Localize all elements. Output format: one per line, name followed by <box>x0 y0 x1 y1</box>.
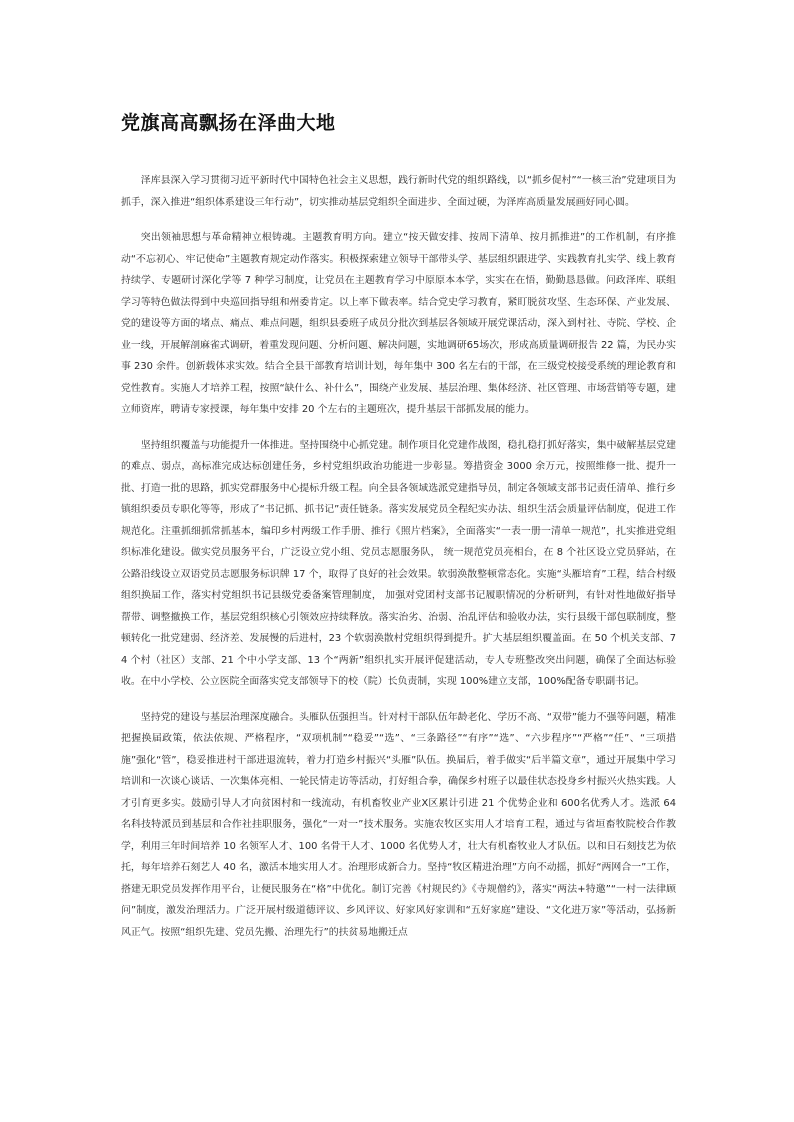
document-body <box>121 170 676 957</box>
document-title: 党旗高高飘扬在泽曲大地 <box>121 112 336 134</box>
paragraph-ideology: 突出领袖思想与革命精神立根铸魂。主题教育明方向。建立“按天做安排、按周下清单、按月抓推进”的工作机制，有序推动“不忘初心、牢记使命”主题教育规定动作落实。积极探索建立领导干部带头学、基层组织跟进学、实践教育扎实学、线上教育持续学、专题研讨深化学等 7 种学习制度，让党员在主题教育学习中原原本本学，实实在在悟，勤勤恳恳做。问政泽库、联组学习等特色做法得到中央巡回指导组和州委肯定。以上率下做表率。结合党史学习教育，紧盯脱贫攻坚、生态环保、产业发展、党的建设等方面的堵点、痛点、难点问题，组织县委班子成员分批次到基层各领域开展党课活动，深入到村社、寺院、学校、企业一线，开展解剖麻雀式调研，着重发现问题、分析问题、解决问题，实地调研65场次，形成高质量调研报告 22 篇，为民办实事 230 余件。创新载体求实效。结合全县干部教育培训计划，每年集中 300 名左右的干部，在三级党校接受系统的理论教育和党性教育。实施人才培养工程，按照“缺什么、补什么”，围绕产业发展、基层治理、集体经济、社区管理、市场营销等专题，建立师资库，聘请专家授课，每年集中安排 20 个左右的主题班次，提升基层干部抓发展的能力。 <box>121 232 676 415</box>
paragraph-organization: 坚持组织覆盖与功能提升一体推进。坚持围绕中心抓党建。制作项目化党建作战图，稳扎稳打抓好落实，集中破解基层党建的难点、弱点，高标准完成达标创建任务，乡村党组织政治功能进一步彰显。筹措资金 3000 余万元，按照维修一批、提升一批、打造一批的思路，抓实党群服务中心提标升级工程。向全县各领域选派党建指导员，制定各领域支部书记责任清单、推行乡镇组织委员专职化等等，形成了“书记抓、抓书记”责任链条。落实发展党员全程纪实办法、组织生活会质量评估制度，促进工作规范化。注重抓细抓常抓基本，编印乡村两级工作手册、推行《照片档案》，全面落实“一表一册一清单一规范”，扎实推进党组织标准化建设。做实党员服务平台，广泛设立党小组、党员志愿服务队， 统一规范党员亮相台，在 8 个社区设立党员驿站，在公路沿线设立双语党员志愿服务标识牌 17 个，取得了良好的社会效果。软弱涣散整顿常态化。实施“头雁培育”工程，结合村级组织换届工作，落实村党组织书记县级党委备案管理制度， 加强对党团村支部书记履职情况的分析研判，有针对性地做好指导帮带、调整撤换工作，基层党组织核心引领效应持续释放。落实治劣、治弱、治乱评估和验收办法，实行县级干部包联制度，整顿转化一批党建弱、经济差、发展慢的后进村，23 个软弱涣散村党组织得到提升。扩大基层组织覆盖面。在 50 个机关支部、74 个村（社区）支部、21 个中小学支部、13 个“两新”组织扎实开展评促建活动，专人专班整改突出问题，确保了全面达标验收。在中小学校、公立医院全面落实党支部领导下的校（院）长负责制，实现 100%建立支部，100%配备专职副书记。 <box>121 439 676 687</box>
paragraph-governance: 坚持党的建设与基层治理深度融合。头雁队伍强担当。针对村干部队伍年龄老化、学历不高、“双带”能力不强等问题，精准把握换届政策，依法依规、严格程序，“双项机制”“稳妥”“选”、“三条路径”“有序”“选”、“六步程序”“严格”“任”、“三项措 施”强化“管”，稳妥推进村干部进退流转，着力打造乡村振兴“头雁”队伍。换届后，着手做实“后半篇文章”，通过开展集中学习培训和一次谈心谈话、一次集体亮相、一轮民情走访等活动，打好组合拳，确保乡村班子以最佳状态投身乡村振兴火热实践。人才引育更多实。鼓励引导人才向贫困村和一线流动，有机畜牧业产业X区累计引进 21 个优势企业和 600名优秀人才。选派 64 名科技特派员到基层和合作社挂职服务，强化“一对一”技术服务。实施农牧区实用人才培育工程，通过与省垣畜牧院校合作教学，利用三年时间培养 10 名领军人才、100 名骨干人才、1000 名优势人才，壮大有机畜牧业人才队伍。以和日石刻技艺为依托，每年培养石刻艺人 40 名，激活本地实用人才。治理形成新合力。坚持“牧区精进治理”方向不动摇，抓好“两网合一”工作，搭建无职党员发挥作用平台，让便民服务在“格”中优化。制订完善《村规民约》《寺规僧约》，落实“两法+特邀”“一村一法律顾问”制度，激发治理活力。广泛开展村级道德评议、乡风评议、好家风好家训和“五好家庭”建设、“文化进万家”等活动，弘扬新风正气。按照“组织先建、党员先搬、治理先行”的扶贫易地搬迁点 <box>121 711 676 938</box>
paragraph-intro: 泽库县深入学习贯彻习近平新时代中国特色社会主义思想，践行新时代党的组织路线，以“抓乡促村”“一核三治”党建项目为抓手，深入推进“组织体系建设三年行动”，切实推动基层党组织全面进步、全面过硬，为泽库高质量发展画好同心圆。 <box>121 175 676 208</box>
